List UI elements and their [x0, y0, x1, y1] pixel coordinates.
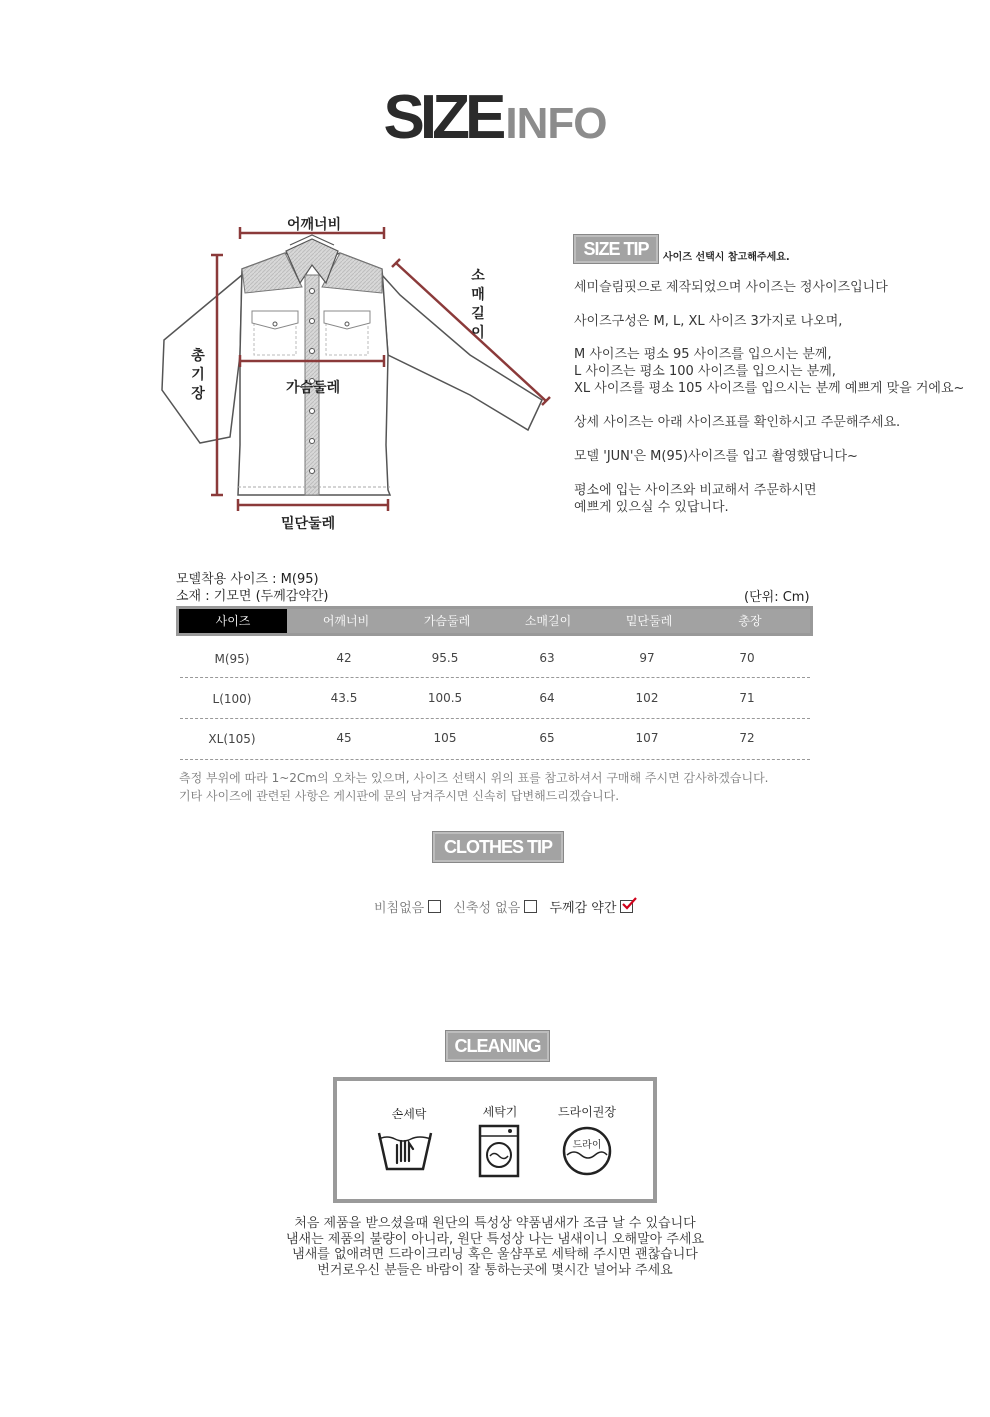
cell-hem: 107 — [635, 731, 659, 745]
size-tip-line: 모델 'JUN'은 M(95)사이즈를 입고 촬영했답니다~ — [574, 449, 858, 464]
thickness-label: 두께감 약간 — [549, 901, 617, 916]
size-table-header — [176, 606, 813, 636]
size-tip-line: 평소에 입는 사이즈와 비교해서 주문하시면 — [574, 483, 817, 498]
no-stretch-label: 신축성 없음 — [453, 901, 521, 916]
no-see-through-checkbox — [428, 900, 441, 913]
cleaning-tag: CLEANING — [445, 1030, 550, 1062]
washing-machine-icon — [477, 1123, 521, 1179]
cleaning-line: 번거로우신 분들은 바람이 잘 통하는곳에 몇시간 널어놔 주세요 — [317, 1263, 673, 1278]
total-length-label: 총기장 — [191, 348, 205, 402]
shirt-diagram — [150, 205, 570, 545]
check-mark-icon — [621, 897, 637, 911]
cell-size: M(95) — [214, 652, 250, 666]
cleaning-line: 냄새는 제품의 불량이 아니라, 원단 특성상 나는 냄새이니 오해말아 주세요 — [285, 1232, 705, 1247]
cell-sleeve: 65 — [539, 731, 555, 745]
sleeve-label: 소매길이 — [471, 268, 485, 341]
cell-length: 70 — [739, 651, 755, 665]
header-length: 총장 — [738, 614, 762, 628]
size-tip-line: 상세 사이즈는 아래 사이즈표를 확인하시고 주문해주세요. — [574, 415, 901, 430]
clothes-tip-tag: CLOTHES TIP — [432, 831, 564, 863]
title-main: SIZE — [383, 83, 502, 152]
shoulder-label: 어깨너비 — [287, 217, 342, 233]
model-size: 모델착용 사이즈 : M(95) — [176, 572, 319, 587]
size-tip-line: M 사이즈는 평소 95 사이즈를 입으시는 분께, — [574, 347, 832, 362]
header-shoulder: 어깨너비 — [322, 614, 370, 628]
size-tip-line: 사이즈구성은 M, L, XL 사이즈 3가지로 나오며, — [574, 314, 843, 329]
washing-machine-label: 세탁기 — [482, 1105, 518, 1119]
chest-label: 가슴둘레 — [286, 380, 341, 396]
header-sleeve: 소매길이 — [524, 614, 572, 628]
row-divider — [180, 677, 810, 678]
hand-wash-label: 손세탁 — [391, 1107, 427, 1121]
cleaning-line: 처음 제품을 받으셨을때 원단의 특성상 약품냄새가 조금 날 수 있습니다 — [294, 1216, 696, 1231]
size-tip-line: L 사이즈는 평소 100 사이즈를 입으시는 분께, — [574, 364, 836, 379]
cell-length: 71 — [739, 691, 755, 705]
title-sub: INFO — [505, 99, 607, 148]
thickness-checkbox — [620, 900, 633, 913]
inquiry-note: 기타 사이즈에 관련된 사항은 게시판에 문의 남겨주시면 신속히 답변해드리겠습니다. — [179, 789, 620, 803]
size-tip-line: 세미슬림핏으로 제작되었으며 사이즈는 정사이즈입니다 — [574, 280, 888, 295]
cell-shoulder: 43.5 — [330, 691, 358, 705]
hem-label: 밑단둘레 — [281, 516, 336, 532]
hand-wash-icon — [375, 1125, 435, 1175]
cell-hem: 97 — [639, 651, 655, 665]
header-chest: 가슴둘레 — [423, 614, 471, 628]
size-tip-line: 예쁘게 있으실 수 있답니다. — [574, 500, 729, 515]
cell-size: L(100) — [212, 692, 252, 706]
dry-clean-icon — [561, 1125, 613, 1177]
no-see-through-label: 비침없음 — [374, 901, 425, 916]
cell-size: XL(105) — [208, 732, 256, 746]
page-title — [0, 82, 990, 153]
cell-shoulder: 45 — [336, 731, 352, 745]
cell-length: 72 — [739, 731, 755, 745]
cell-shoulder: 42 — [336, 651, 352, 665]
cleaning-icons-box — [333, 1077, 657, 1203]
size-tip-subtitle: 사이즈 선택시 참고해주세요. — [663, 252, 790, 263]
header-hem: 밑단둘레 — [625, 614, 673, 628]
header-size: 사이즈 — [179, 609, 287, 633]
size-tip-line: XL 사이즈를 평소 105 사이즈를 입으시는 분께 예쁘게 맞을 거에요~ — [574, 381, 965, 396]
size-tip-tag: SIZE TIP — [573, 234, 659, 264]
cell-sleeve: 64 — [539, 691, 555, 705]
measure-note: 측정 부위에 따라 1~2Cm의 오차는 있으며, 사이즈 선택시 위의 표를 참고하셔서 구매해 주시면 감사하겠습니다. — [179, 771, 769, 785]
shirt-illustration — [150, 205, 570, 545]
cell-chest: 100.5 — [427, 691, 463, 705]
cell-hem: 102 — [635, 691, 659, 705]
dry-clean-label: 드라이권장 — [558, 1105, 616, 1119]
material: 소재 : 기모면 (두께감약간) — [176, 589, 329, 604]
cell-sleeve: 63 — [539, 651, 555, 665]
cell-chest: 95.5 — [431, 651, 459, 665]
cell-chest: 105 — [433, 731, 457, 745]
unit-label: (단위: Cm) — [744, 590, 810, 605]
clothes-tip-row — [374, 897, 641, 916]
row-divider — [180, 718, 810, 719]
dry-clean-inner-text: 드라이 — [572, 1140, 602, 1151]
no-stretch-checkbox — [524, 900, 537, 913]
row-divider — [180, 759, 810, 760]
cleaning-line: 냄새를 없애려면 드라이크리닝 혹은 울샴푸로 세탁해 주시면 괜찮습니다 — [292, 1247, 698, 1262]
